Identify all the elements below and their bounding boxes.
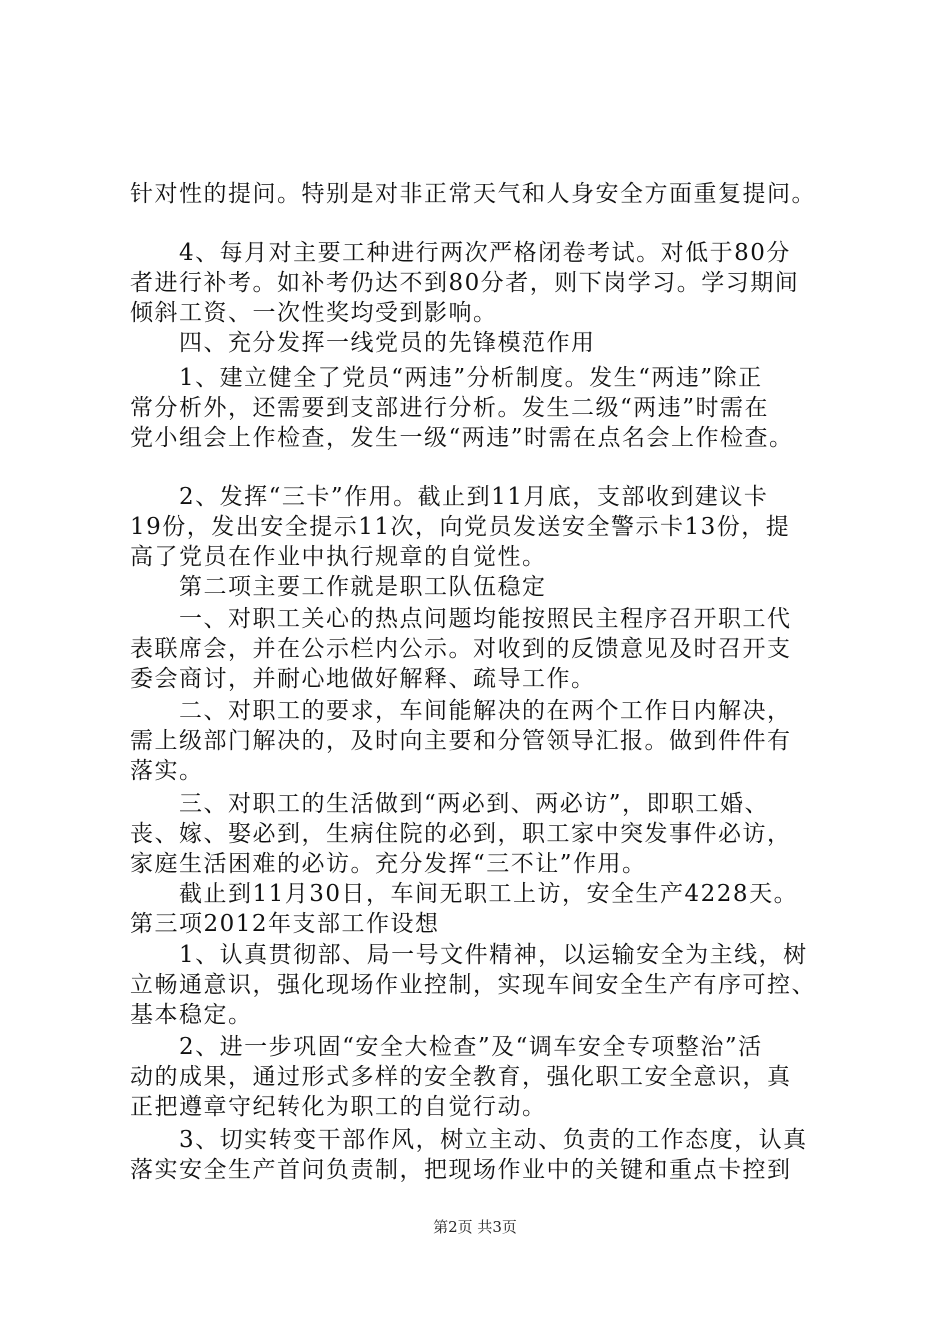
- text-line: 立畅通意识，强化现场作业控制，实现车间安全生产有序可控、: [130, 972, 816, 998]
- text-line: 表联席会，并在公示栏内公示。对收到的反馈意见及时召开支: [130, 636, 792, 662]
- text-line: 者进行补考。如补考仍达不到80分者，则下岗学习。学习期间: [130, 270, 800, 296]
- text-line: 家庭生活困难的必访。充分发挥“三不让”作用。: [130, 851, 647, 877]
- text-line: 4、每月对主要工种进行两次严格闭卷考试。对低于80分: [130, 240, 791, 266]
- text-line: 针对性的提问。特别是对非正常天气和人身安全方面重复提问。: [130, 181, 816, 207]
- text-line: 2、进一步巩固“安全大检查”及“调车安全专项整治”活: [130, 1034, 763, 1060]
- text-line: 丧、嫁、娶必到，生病住院的必到，职工家中突发事件必访，: [130, 821, 792, 847]
- text-line: 二、对职工的要求，车间能解决的在两个工作日内解决，: [130, 698, 792, 724]
- text-line: 第三项2012年支部工作设想: [130, 911, 440, 937]
- text-line: 2、发挥“三卡”作用。截止到11月底，支部收到建议卡: [130, 484, 769, 510]
- page-footer: 第2页 共3页: [433, 1218, 517, 1236]
- text-line: 1、建立健全了党员“两违”分析制度。发生“两违”除正: [130, 365, 763, 391]
- text-line: 截止到11月30日，车间无职工上访，安全生产4228天。: [130, 881, 799, 907]
- text-line: 四、充分发挥一线党员的先锋模范作用: [130, 330, 596, 356]
- text-line: 19份，发出安全提示11次，向党员发送安全警示卡13份，提: [130, 514, 791, 540]
- text-line: 1、认真贯彻部、局一号文件精神，以运输安全为主线，树: [130, 942, 808, 968]
- text-line: 三、对职工的生活做到“两必到、两必访”，即职工婚、: [130, 791, 770, 817]
- text-line: 委会商讨，并耐心地做好解释、疏导工作。: [130, 666, 596, 692]
- text-line: 一、对职工关心的热点问题均能按照民主程序召开职工代: [130, 606, 792, 632]
- text-line: 常分析外，还需要到支部进行分析。发生二级“两违”时需在: [130, 395, 770, 421]
- text-line: 落实。: [130, 758, 204, 784]
- text-line: 第二项主要工作就是职工队伍稳定: [130, 574, 547, 600]
- text-line: 需上级部门解决的，及时向主要和分管领导汇报。做到件件有: [130, 728, 792, 754]
- text-line: 正把遵章守纪转化为职工的自觉行动。: [130, 1094, 547, 1120]
- text-line: 基本稳定。: [130, 1002, 253, 1028]
- text-line: 落实安全生产首问负责制，把现场作业中的关键和重点卡控到: [130, 1157, 792, 1183]
- text-line: 高了党员在作业中执行规章的自觉性。: [130, 544, 547, 570]
- text-line: 动的成果，通过形式多样的安全教育，强化职工安全意识，真: [130, 1064, 792, 1090]
- text-line: 倾斜工资、一次性奖均受到影响。: [130, 300, 498, 326]
- text-line: 党小组会上作检查，发生一级“两违”时需在点名会上作检查。: [130, 425, 794, 451]
- text-line: 3、切实转变干部作风，树立主动、负责的工作态度，认真: [130, 1127, 808, 1153]
